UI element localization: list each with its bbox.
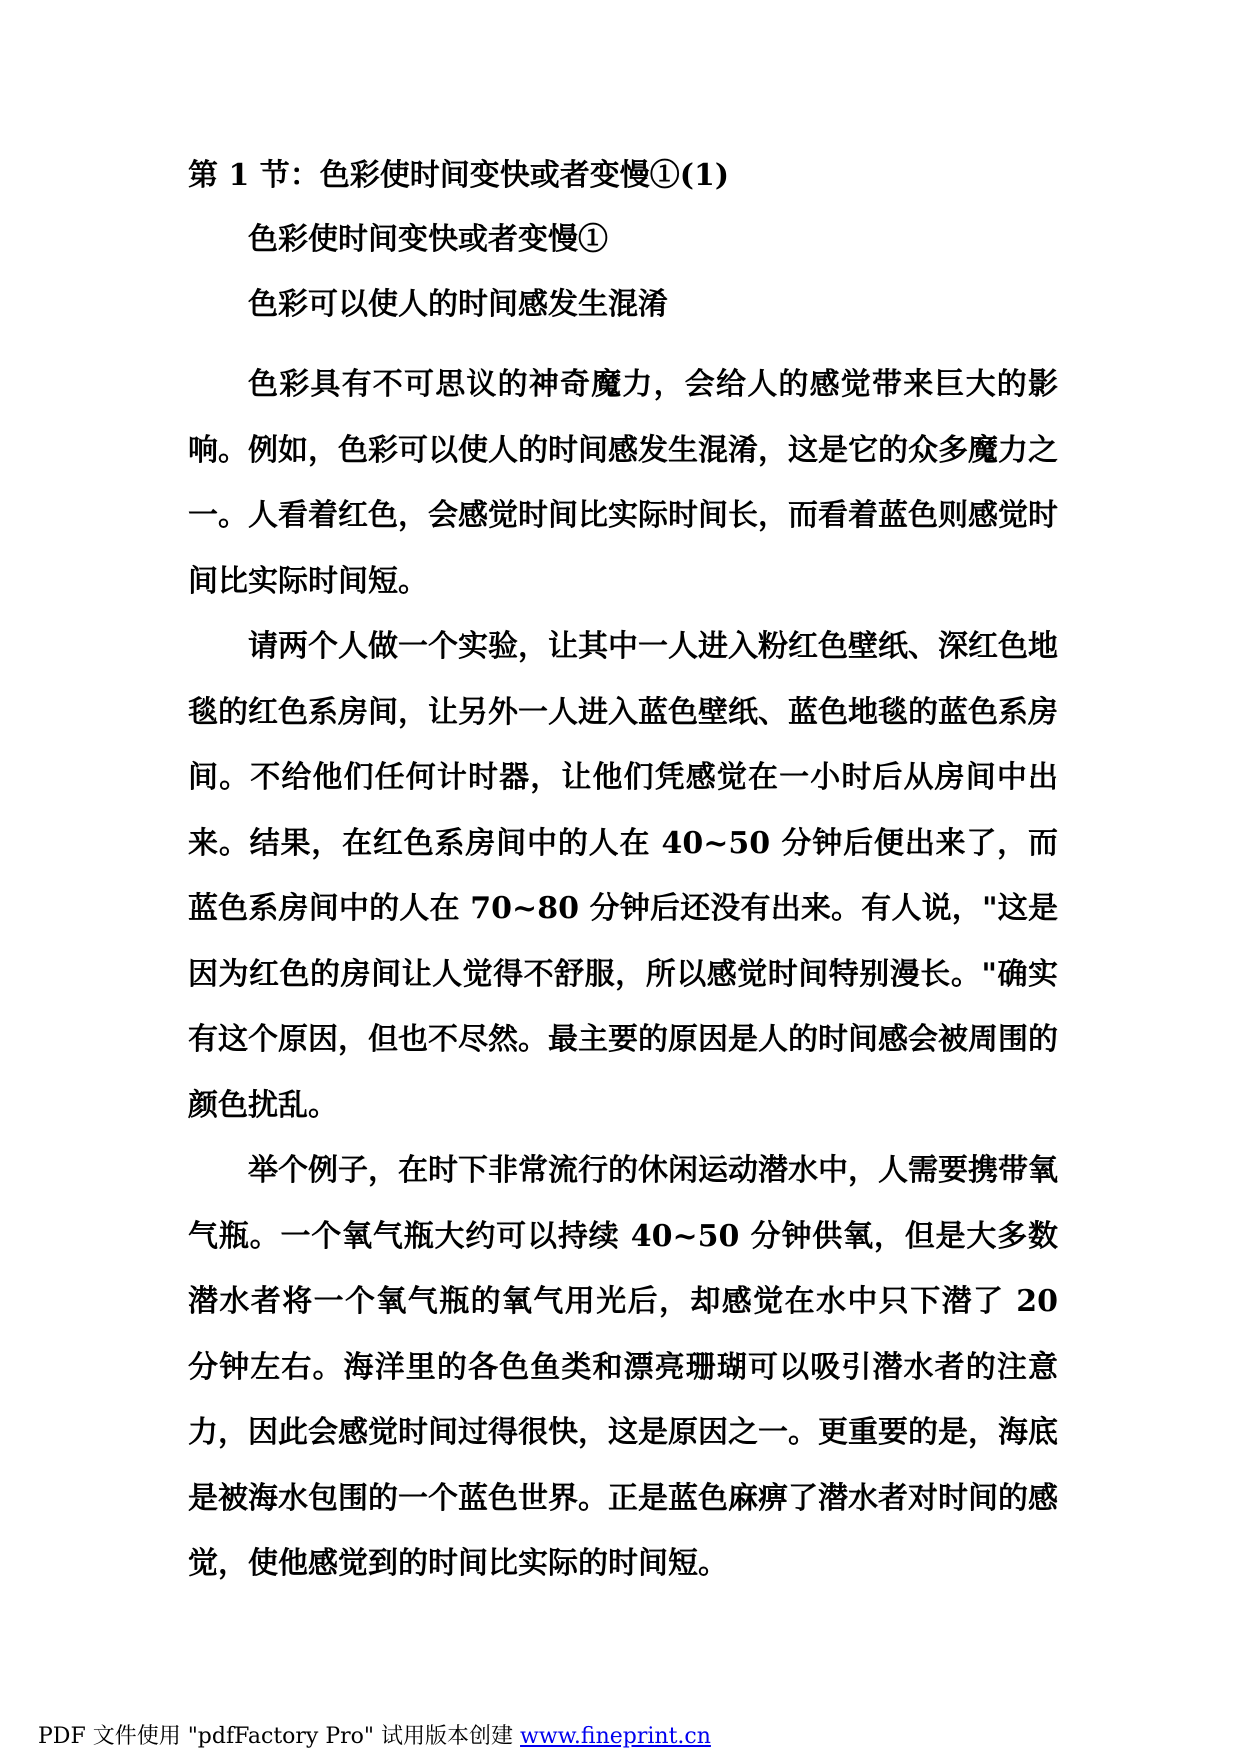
- page-body: [188, 158, 1058, 1597]
- paragraph-2: 请两个人做一个实验，让其中一人进入粉红色壁纸、深红色地毯的红色系房间，让另外一人进入蓝色壁纸、蓝色地毯的蓝色系房间。不给他们任何计时器，让他们凭感觉在一小时后从房间中出来。结果，在红色系房间中的人在 40~50 分钟后便出来了，而蓝色系房间中的人在 70~80 分钟后还没有出来。有人说，"这是因为红色的房间让人觉得不舒服，所以感觉时间特别漫长。"确实有这个原因，但也不尽然。最主要的原因是人的时间感会被周围的颜色扰乱。: [188, 629, 1058, 1123]
- section-title: 第 1 节：色彩使时间变快或者变慢①(1): [188, 158, 730, 193]
- footer-text: PDF 文件使用 "pdfFactory Pro" 试用版本创建: [38, 1724, 521, 1749]
- paragraph-1: 色彩具有不可思议的神奇魔力，会给人的感觉带来巨大的影响。例如，色彩可以使人的时间感发生混淆，这是它的众多魔力之一。人看着红色，会感觉时间比实际时间长，而看着蓝色则感觉时间比实际时间短。: [188, 367, 1058, 599]
- topic-heading: 色彩可以使人的时间感发生混淆: [248, 287, 668, 322]
- paragraph-3: 举个例子，在时下非常流行的休闲运动潜水中，人需要携带氧气瓶。一个氧气瓶大约可以持续 40~50 分钟供氧，但是大多数潜水者将一个氧气瓶的氧气用光后，却感觉在水中只下潜了 20 分钟左右。海洋里的各色鱼类和漂亮珊瑚可以吸引潜水者的注意力，因此会感觉时间过得很快，这是原因之一。更重要的是，海底是被海水包围的一个蓝色世界。正是蓝色麻痹了潜水者对时间的感觉，使他感觉到的时间比实际的时间短。: [188, 1153, 1058, 1581]
- chapter-subtitle: 色彩使时间变快或者变慢①: [248, 222, 608, 257]
- pdf-watermark-footer: [38, 1723, 711, 1751]
- fineprint-link[interactable]: www.fineprint.cn: [520, 1724, 711, 1749]
